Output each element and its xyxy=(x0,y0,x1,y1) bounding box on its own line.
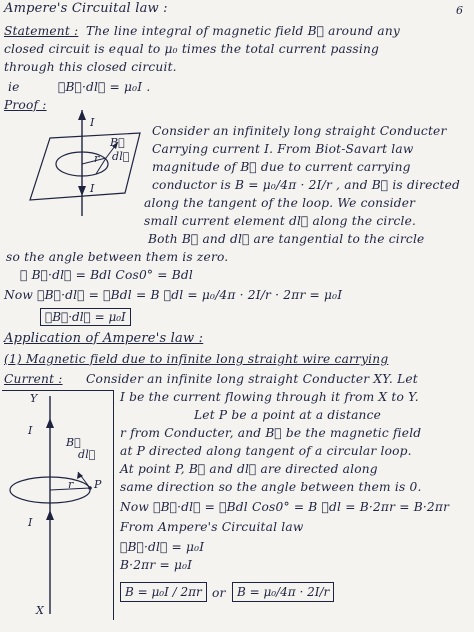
proof-label: Proof : xyxy=(4,98,47,112)
proof-fig-field-label: B⃗ xyxy=(110,136,125,149)
or-label: or xyxy=(212,586,226,600)
proof-line-6: small current element dl⃗ along the circle. xyxy=(144,214,417,228)
proof-line-2: Carrying current I. From Biot-Savart law xyxy=(152,142,414,156)
application-line-9: From Ampere's Circuital law xyxy=(120,520,304,534)
current-label: Current : xyxy=(4,372,63,386)
application-item-title: (1) Magnetic field due to infinite long straight wire carrying xyxy=(4,352,389,366)
wire-fig-element-label: dl⃗ xyxy=(78,448,96,461)
proof-line-8: so the angle between them is zero. xyxy=(6,250,229,264)
wire-fig-current-up: I xyxy=(28,424,33,437)
application-line-7: same direction so the angle between them is 0. xyxy=(120,480,422,494)
proof-fig-current-up: I xyxy=(90,116,95,129)
proof-figure xyxy=(20,108,150,218)
proof-line-1: Consider an infinitely long straight Conducter xyxy=(152,124,447,138)
figure-frame-top xyxy=(2,390,114,391)
section-heading: Ampere's Circuital law : xyxy=(4,1,168,16)
wire-fig-top-label: Y xyxy=(30,392,38,405)
statement-line-3: through this closed circuit. xyxy=(4,60,177,74)
proof-line-4: conductor is B = μ₀/4π · 2I/r , and B⃗ is directed xyxy=(152,178,461,192)
proof-result-box: ∮B⃗·dl⃗ = μ₀I xyxy=(40,308,131,326)
wire-fig-bottom-label: X xyxy=(36,604,45,617)
application-line-3: Let P be a point at a distance xyxy=(194,408,382,422)
result-box-1: B = μ₀I / 2πr xyxy=(120,582,207,602)
application-line-6: At point P, B⃗ and dl⃗ are directed along xyxy=(120,462,378,476)
application-line-10: ∮B⃗·dl⃗ = μ₀I xyxy=(120,540,205,554)
proof-fig-current-down: I xyxy=(90,182,95,195)
application-line-1: Consider an infinite long straight Conducter XY. Let xyxy=(86,372,418,386)
application-line-11: B·2πr = μ₀I xyxy=(120,558,193,572)
wire-fig-current-down: I xyxy=(28,516,33,529)
proof-fig-element-label: dl⃗ xyxy=(112,150,130,163)
wire-fig-radius-label: r xyxy=(68,478,74,491)
application-line-5: at P directed along tangent of a circular loop. xyxy=(120,444,412,458)
ie-label: ie xyxy=(8,80,20,94)
proof-eq-1: ∴ B⃗·dl⃗ = Bdl Cos0° = Bdl xyxy=(20,268,194,282)
application-line-2: I be the current flowing through it from X to Y. xyxy=(120,390,419,404)
page-number: 6 xyxy=(456,4,463,17)
statement-line-1: The line integral of magnetic field B⃗ around any xyxy=(86,24,400,38)
proof-line-7: Both B⃗ and dl⃗ are tangential to the circle xyxy=(148,232,425,246)
statement-label: Statement : xyxy=(4,24,79,38)
proof-line-5: along the tangent of the loop. We consider xyxy=(144,196,416,210)
application-line-8: Now ∮B⃗·dl⃗ = ∮Bdl Cos0° = B ∮dl = B·2πr = B·2πr xyxy=(120,500,450,514)
proof-eq-2: Now ∮B⃗·dl⃗ = ∮Bdl = B ∮dl = μ₀/4π · 2I/r · 2πr = μ₀I xyxy=(4,288,343,302)
result-box-2: B = μ₀/4π · 2I/r xyxy=(232,582,334,602)
wire-fig-point-label: P xyxy=(94,478,102,491)
wire-figure xyxy=(6,392,114,618)
statement-formula: ∮B⃗·dl⃗ = μ₀I . xyxy=(58,80,151,94)
application-line-4: r from Conducter, and B⃗ be the magnetic field xyxy=(120,426,422,440)
proof-fig-radius-label: r xyxy=(94,152,100,165)
statement-line-2: closed circuit is equal to μ₀ times the total current passing xyxy=(4,42,379,56)
proof-line-3: magnitude of B⃗ due to current carrying xyxy=(152,160,411,174)
wire-fig-field-label: B⃗ xyxy=(66,436,81,449)
application-heading: Application of Ampere's law : xyxy=(4,331,204,346)
